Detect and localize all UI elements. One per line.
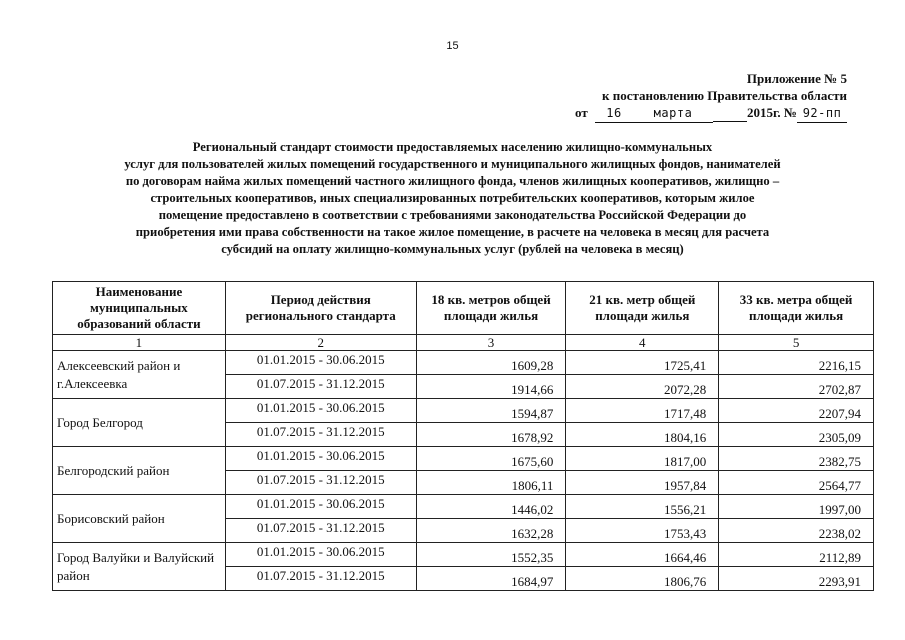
- value-33sqm: 1997,00: [719, 495, 874, 519]
- value-21sqm: 1725,41: [566, 351, 719, 375]
- value-21sqm: 1817,00: [566, 447, 719, 471]
- title-line: субсидий на оплату жилищно-коммунальных услуг (рублей на человека в месяц): [221, 242, 684, 256]
- value-21sqm: 1556,21: [566, 495, 719, 519]
- table-row: [53, 351, 874, 375]
- title-line: приобретения ими права собственности на такое жилое помещение, в расчете на человека в месяц для расчета: [135, 225, 770, 239]
- appendix-decree-ref: к постановлению Правительства области: [601, 88, 847, 103]
- table-row: [53, 543, 874, 567]
- table-row: [53, 495, 874, 519]
- value-21sqm: 2072,28: [566, 375, 719, 399]
- value-18sqm: 1609,28: [416, 351, 566, 375]
- value-33sqm: 2216,15: [719, 351, 874, 375]
- period-cell: 01.07.2015 - 31.12.2015: [225, 567, 416, 591]
- header-21sqm: 21 кв. метр общей площади жилья: [566, 282, 719, 335]
- value-21sqm: 1804,16: [566, 423, 719, 447]
- value-18sqm: 1632,28: [416, 519, 566, 543]
- table-body: [53, 351, 874, 591]
- header-period: Период действия регионального стандарта: [225, 282, 416, 335]
- table-header-row: [53, 282, 874, 335]
- municipality-name: Город Валуйки и Валуйский район: [53, 543, 226, 591]
- column-index: 3: [416, 335, 566, 351]
- value-18sqm: 1594,87: [416, 399, 566, 423]
- appendix-title: Приложение № 5: [746, 71, 847, 86]
- column-index: 4: [566, 335, 719, 351]
- period-cell: 01.01.2015 - 30.06.2015: [225, 495, 416, 519]
- period-cell: 01.07.2015 - 31.12.2015: [225, 423, 416, 447]
- value-21sqm: 1957,84: [566, 471, 719, 495]
- value-33sqm: 2382,75: [719, 447, 874, 471]
- value-33sqm: 2238,02: [719, 519, 874, 543]
- value-33sqm: 2293,91: [719, 567, 874, 591]
- value-18sqm: 1806,11: [416, 471, 566, 495]
- municipality-name: Борисовский район: [53, 495, 226, 543]
- value-18sqm: 1675,60: [416, 447, 566, 471]
- value-33sqm: 2564,77: [719, 471, 874, 495]
- appendix-date-line: [575, 104, 847, 123]
- municipality-name: Белгородский район: [53, 447, 226, 495]
- period-cell: 01.01.2015 - 30.06.2015: [225, 351, 416, 375]
- municipality-name: Алексеевский район и г.Алексеевка: [53, 351, 226, 399]
- decree-number: 92-пп: [797, 105, 847, 123]
- column-index: 5: [719, 335, 874, 351]
- value-33sqm: 2207,94: [719, 399, 874, 423]
- value-21sqm: 1717,48: [566, 399, 719, 423]
- decree-month: марта: [633, 105, 713, 123]
- value-21sqm: 1753,43: [566, 519, 719, 543]
- table-row: [53, 399, 874, 423]
- header-33sqm: 33 кв. метра общей площади жилья: [719, 282, 874, 335]
- header-18sqm: 18 кв. метров общей площади жилья: [416, 282, 566, 335]
- municipality-name: Город Белгород: [53, 399, 226, 447]
- value-18sqm: 1914,66: [416, 375, 566, 399]
- title-line: помещение предоставлено в соответствии с требованиями законодательства Российской Федерации до: [158, 208, 747, 222]
- period-cell: 01.01.2015 - 30.06.2015: [225, 543, 416, 567]
- value-18sqm: 1684,97: [416, 567, 566, 591]
- value-33sqm: 2305,09: [719, 423, 874, 447]
- value-21sqm: 1806,76: [566, 567, 719, 591]
- value-21sqm: 1664,46: [566, 543, 719, 567]
- value-33sqm: 2702,87: [719, 375, 874, 399]
- column-index-row: [53, 335, 874, 351]
- period-cell: 01.01.2015 - 30.06.2015: [225, 399, 416, 423]
- header-municipality: Наименование муниципальных образований области: [53, 282, 226, 335]
- title-line: по договорам найма жилых помещений частного жилищного фонда, членов жилищных кооперативов, жилищно –: [125, 174, 780, 188]
- period-cell: 01.01.2015 - 30.06.2015: [225, 447, 416, 471]
- value-18sqm: 1446,02: [416, 495, 566, 519]
- title-line: Региональный стандарт стоимости предоставляемых населению жилищно-коммунальных: [192, 140, 713, 154]
- page-number: 15: [446, 40, 459, 52]
- period-cell: 01.07.2015 - 31.12.2015: [225, 519, 416, 543]
- value-33sqm: 2112,89: [719, 543, 874, 567]
- date-underline: [713, 104, 747, 122]
- column-index: 2: [225, 335, 416, 351]
- title-line: услуг для пользователей жилых помещений государственного и муниципального жилищных фондов, нанимателей: [124, 157, 781, 171]
- decree-day: 16: [595, 105, 633, 123]
- period-cell: 01.07.2015 - 31.12.2015: [225, 471, 416, 495]
- regional-standard-table: [52, 281, 874, 591]
- date-from-label: от: [575, 105, 588, 120]
- title-line: строительных кооперативов, иных специализированных потребительских кооперативов, которым жилое: [150, 191, 755, 205]
- table-row: [53, 447, 874, 471]
- appendix-block: [575, 70, 847, 123]
- period-cell: 01.07.2015 - 31.12.2015: [225, 375, 416, 399]
- document-title: [40, 139, 865, 258]
- decree-year-label: 2015г. №: [746, 105, 797, 120]
- value-18sqm: 1678,92: [416, 423, 566, 447]
- column-index: 1: [53, 335, 226, 351]
- value-18sqm: 1552,35: [416, 543, 566, 567]
